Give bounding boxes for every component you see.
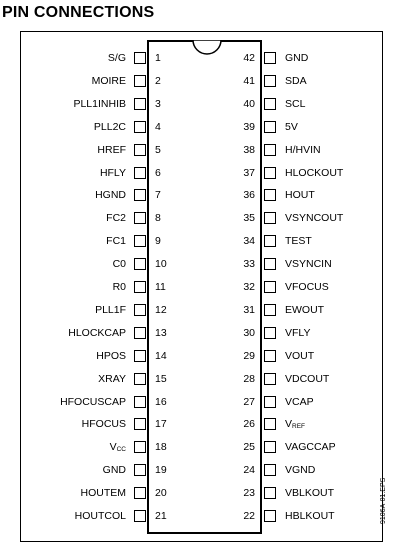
pin-number-5: 5 bbox=[155, 144, 161, 156]
pin-number-18: 18 bbox=[155, 441, 167, 453]
pin-box-26 bbox=[264, 418, 276, 430]
pin-label-6 bbox=[100, 167, 126, 179]
pin-box-18 bbox=[134, 441, 146, 453]
pin-name-subscript: CC bbox=[116, 446, 126, 453]
pin-name: PLL1INHIB bbox=[73, 98, 126, 110]
pin-name: VFOCUS bbox=[285, 281, 329, 293]
pin-box-31 bbox=[264, 304, 276, 316]
pin-number-38: 38 bbox=[243, 144, 255, 156]
pin-box-40 bbox=[264, 98, 276, 110]
pin-label-11 bbox=[113, 281, 126, 293]
pin-label-18 bbox=[110, 441, 126, 456]
pin-box-34 bbox=[264, 235, 276, 247]
pin-box-25 bbox=[264, 441, 276, 453]
pin-label-17 bbox=[82, 418, 126, 430]
pin-number-8: 8 bbox=[155, 212, 161, 224]
pin-box-17 bbox=[134, 418, 146, 430]
pin-name: HREF bbox=[97, 144, 126, 156]
pin-label-29 bbox=[285, 350, 314, 362]
pin-box-1 bbox=[134, 52, 146, 64]
pin-number-19: 19 bbox=[155, 464, 167, 476]
pin-label-3 bbox=[73, 98, 126, 110]
pin-label-36 bbox=[285, 189, 315, 201]
pin-name: H/HVIN bbox=[285, 144, 321, 156]
pin-number-24: 24 bbox=[243, 464, 255, 476]
pin-number-7: 7 bbox=[155, 189, 161, 201]
pin-number-36: 36 bbox=[243, 189, 255, 201]
pin-label-35 bbox=[285, 212, 343, 224]
pin-name: GND bbox=[102, 464, 126, 476]
pin-label-33 bbox=[285, 258, 332, 270]
pin-box-2 bbox=[134, 75, 146, 87]
pin-number-1: 1 bbox=[155, 52, 161, 64]
pin-number-35: 35 bbox=[243, 212, 255, 224]
pin-number-15: 15 bbox=[155, 373, 167, 385]
pin-number-40: 40 bbox=[243, 98, 255, 110]
pin-name: TEST bbox=[285, 235, 312, 247]
pin-box-23 bbox=[264, 487, 276, 499]
pin-label-20 bbox=[81, 487, 127, 499]
pin-number-31: 31 bbox=[243, 304, 255, 316]
pin-box-41 bbox=[264, 75, 276, 87]
pin-label-24 bbox=[285, 464, 315, 476]
pin-number-28: 28 bbox=[243, 373, 255, 385]
pin-number-27: 27 bbox=[243, 396, 255, 408]
pin-number-2: 2 bbox=[155, 75, 161, 87]
pin-label-28 bbox=[285, 373, 329, 385]
pin-label-32 bbox=[285, 281, 329, 293]
pin-number-11: 11 bbox=[155, 281, 166, 293]
pin-box-22 bbox=[264, 510, 276, 522]
pin-name: XRAY bbox=[98, 373, 126, 385]
pin-label-8 bbox=[106, 212, 126, 224]
pin-name: HFOCUSCAP bbox=[60, 396, 126, 408]
diagram-title: PIN CONNECTIONS bbox=[2, 4, 155, 21]
pin-box-37 bbox=[264, 167, 276, 179]
pin-number-13: 13 bbox=[155, 327, 167, 339]
ic-notch bbox=[192, 40, 222, 56]
pin-number-23: 23 bbox=[243, 487, 255, 499]
pin-name: FC1 bbox=[106, 235, 126, 247]
pin-number-6: 6 bbox=[155, 167, 161, 179]
pin-label-1 bbox=[108, 52, 126, 64]
pin-number-29: 29 bbox=[243, 350, 255, 362]
pin-box-28 bbox=[264, 373, 276, 385]
pin-label-31 bbox=[285, 304, 324, 316]
pin-name: VDCOUT bbox=[285, 373, 330, 385]
pin-name: SDA bbox=[285, 75, 307, 87]
pin-number-30: 30 bbox=[243, 327, 255, 339]
pin-label-16 bbox=[60, 396, 126, 408]
pin-number-14: 14 bbox=[155, 350, 167, 362]
pin-label-14 bbox=[96, 350, 126, 362]
pin-name: HOUTCOL bbox=[74, 510, 126, 522]
pin-box-10 bbox=[134, 258, 146, 270]
pin-number-4: 4 bbox=[155, 121, 161, 133]
pin-name: VSYNCOUT bbox=[285, 212, 344, 224]
pin-label-2 bbox=[92, 75, 126, 87]
pin-number-12: 12 bbox=[155, 304, 167, 316]
pin-box-29 bbox=[264, 350, 276, 362]
pin-box-14 bbox=[134, 350, 146, 362]
pin-label-38 bbox=[285, 144, 321, 156]
pin-label-22 bbox=[285, 510, 335, 522]
pin-label-27 bbox=[285, 396, 314, 408]
pin-number-3: 3 bbox=[155, 98, 161, 110]
pin-box-38 bbox=[264, 144, 276, 156]
pin-label-12 bbox=[95, 304, 126, 316]
pin-label-34 bbox=[285, 235, 312, 247]
pin-box-8 bbox=[134, 212, 146, 224]
pin-box-3 bbox=[134, 98, 146, 110]
pin-number-42: 42 bbox=[243, 52, 255, 64]
pin-name: C0 bbox=[112, 258, 126, 270]
pin-name: VFLY bbox=[285, 327, 311, 339]
pin-box-6 bbox=[134, 167, 146, 179]
pin-name: VSYNCIN bbox=[285, 258, 332, 270]
pin-label-19 bbox=[103, 464, 126, 476]
pin-label-23 bbox=[285, 487, 334, 499]
pin-box-16 bbox=[134, 396, 146, 408]
pin-label-21 bbox=[75, 510, 126, 522]
pin-box-11 bbox=[134, 281, 146, 293]
figure-id: 9106A-01.EPS bbox=[380, 477, 387, 524]
pin-name: HBLKOUT bbox=[285, 510, 335, 522]
pin-label-15 bbox=[98, 373, 126, 385]
pin-box-7 bbox=[134, 189, 146, 201]
pin-box-19 bbox=[134, 464, 146, 476]
pin-name: GND bbox=[285, 52, 309, 64]
pin-name: HLOCKOUT bbox=[285, 167, 344, 179]
pin-box-21 bbox=[134, 510, 146, 522]
pin-label-13 bbox=[68, 327, 126, 339]
pin-name: HOUTEM bbox=[80, 487, 126, 499]
pin-label-40 bbox=[285, 98, 305, 110]
pin-label-9 bbox=[106, 235, 126, 247]
pin-label-42 bbox=[285, 52, 308, 64]
pin-label-5 bbox=[97, 144, 126, 156]
pin-box-9 bbox=[134, 235, 146, 247]
pin-number-25: 25 bbox=[243, 441, 255, 453]
pin-number-20: 20 bbox=[155, 487, 167, 499]
pin-name: HFLY bbox=[99, 167, 126, 179]
pin-name: V bbox=[285, 418, 293, 430]
pin-name: V bbox=[109, 441, 117, 453]
pin-box-5 bbox=[134, 144, 146, 156]
pin-name: FC2 bbox=[106, 212, 126, 224]
pin-box-15 bbox=[134, 373, 146, 385]
pin-number-33: 33 bbox=[243, 258, 255, 270]
pin-box-12 bbox=[134, 304, 146, 316]
pin-box-27 bbox=[264, 396, 276, 408]
pin-name: HOUT bbox=[285, 189, 315, 201]
pin-name: R0 bbox=[112, 281, 126, 293]
pin-box-30 bbox=[264, 327, 276, 339]
pin-box-33 bbox=[264, 258, 276, 270]
pin-number-37: 37 bbox=[243, 167, 255, 179]
pin-name: VGND bbox=[285, 464, 316, 476]
pin-name: EWOUT bbox=[285, 304, 325, 316]
pin-number-34: 34 bbox=[243, 235, 255, 247]
pin-label-7 bbox=[95, 189, 126, 201]
pin-number-41: 41 bbox=[243, 75, 255, 87]
pin-number-16: 16 bbox=[155, 396, 167, 408]
pin-name: HPOS bbox=[96, 350, 126, 362]
pin-label-26 bbox=[285, 418, 305, 433]
pin-name: 5V bbox=[285, 121, 298, 133]
pin-number-17: 17 bbox=[155, 418, 167, 430]
pin-name: SCL bbox=[285, 98, 306, 110]
pin-number-32: 32 bbox=[243, 281, 255, 293]
pin-name: S/G bbox=[107, 52, 126, 64]
pin-box-42 bbox=[264, 52, 276, 64]
pin-label-25 bbox=[285, 441, 336, 453]
pin-box-39 bbox=[264, 121, 276, 133]
pin-box-13 bbox=[134, 327, 146, 339]
pin-name: VAGCCAP bbox=[285, 441, 336, 453]
pin-name: PLL2C bbox=[93, 121, 126, 133]
pin-label-10 bbox=[113, 258, 126, 270]
pin-name: VBLKOUT bbox=[285, 487, 335, 499]
pin-name: HLOCKCAP bbox=[68, 327, 126, 339]
pin-label-39 bbox=[285, 121, 298, 133]
pin-number-10: 10 bbox=[155, 258, 167, 270]
pin-name-subscript: REF bbox=[292, 423, 306, 430]
pin-number-39: 39 bbox=[243, 121, 255, 133]
pin-box-24 bbox=[264, 464, 276, 476]
pin-number-9: 9 bbox=[155, 235, 161, 247]
pin-label-4 bbox=[94, 121, 126, 133]
pin-box-32 bbox=[264, 281, 276, 293]
pin-box-4 bbox=[134, 121, 146, 133]
pin-box-36 bbox=[264, 189, 276, 201]
pin-label-37 bbox=[285, 167, 343, 179]
pin-label-41 bbox=[285, 75, 307, 87]
pin-name: PLL1F bbox=[95, 304, 126, 316]
pin-name: VOUT bbox=[285, 350, 315, 362]
pin-name: HFOCUS bbox=[81, 418, 126, 430]
pin-label-30 bbox=[285, 327, 310, 339]
pin-box-20 bbox=[134, 487, 146, 499]
pin-number-26: 26 bbox=[243, 418, 255, 430]
pin-number-21: 21 bbox=[155, 510, 167, 522]
pin-name: VCAP bbox=[285, 396, 314, 408]
pin-name: HGND bbox=[95, 189, 126, 201]
pin-box-35 bbox=[264, 212, 276, 224]
pin-number-22: 22 bbox=[243, 510, 255, 522]
pin-name: MOIRE bbox=[91, 75, 126, 87]
